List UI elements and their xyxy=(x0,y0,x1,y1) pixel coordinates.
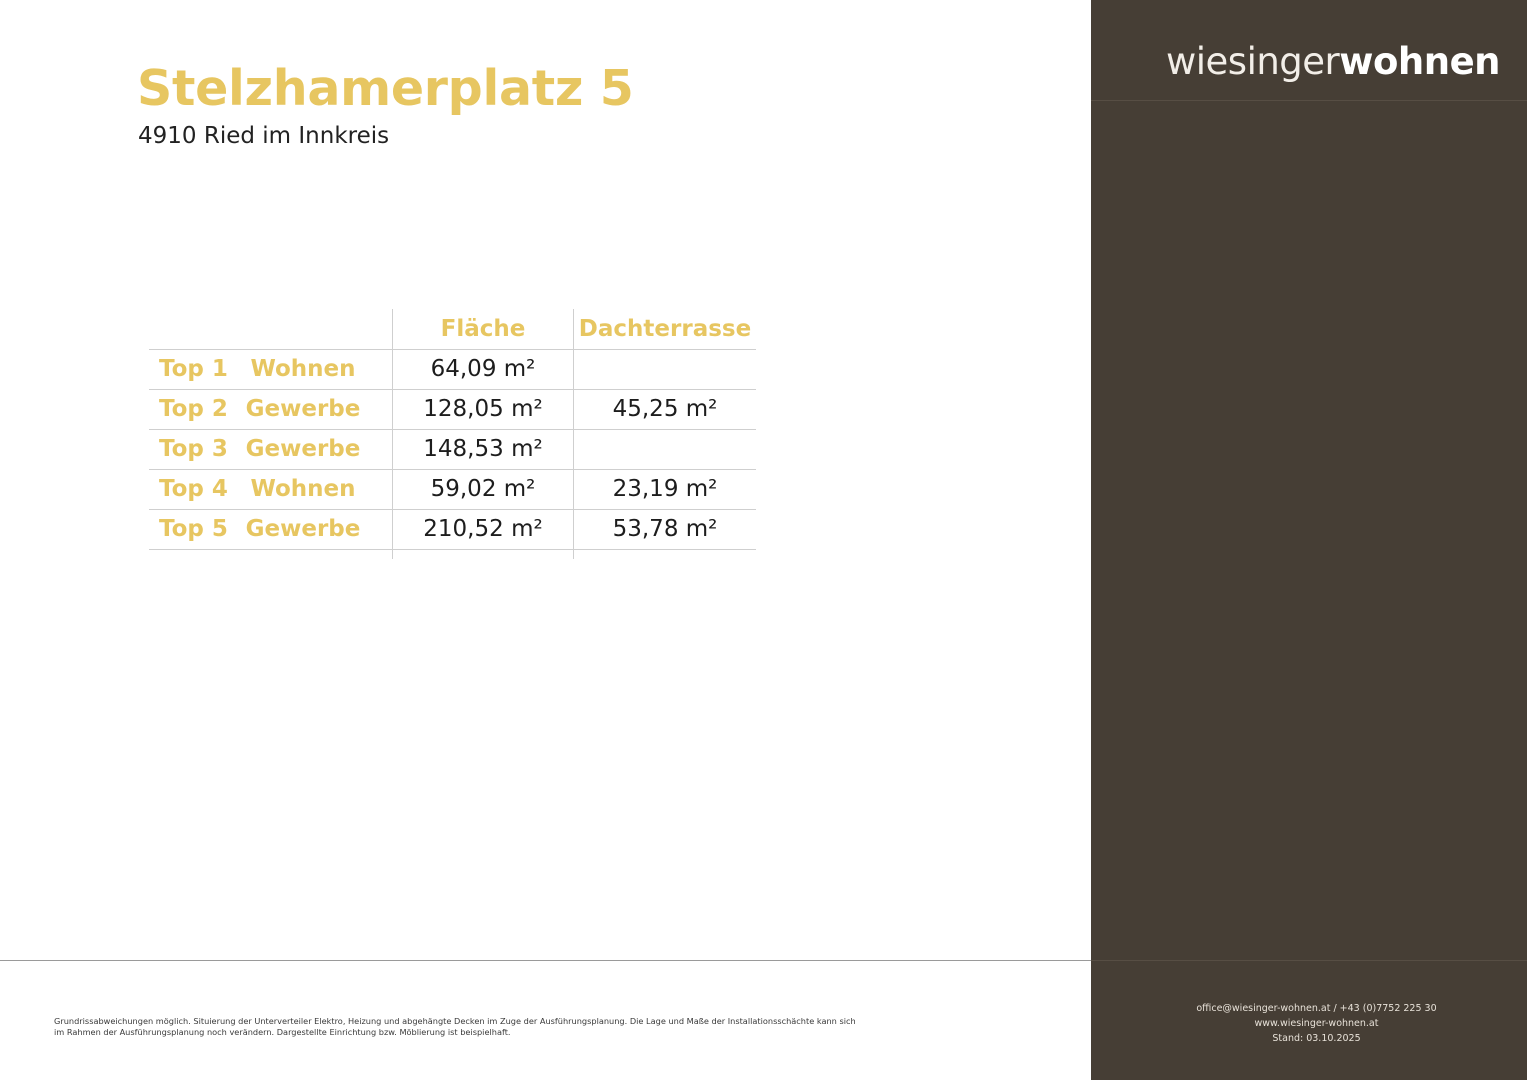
unit-usage: Gewerbe xyxy=(245,516,361,542)
unit-terrace: 53,78 m² xyxy=(612,516,718,542)
unit-usage: Wohnen xyxy=(250,476,356,502)
address-subtitle: 4910 Ried im Innkreis xyxy=(138,123,390,149)
logo-bold-part: wohnen xyxy=(1339,40,1500,83)
contact-email-phone: office@wiesinger-wohnen.at / +43 (0)7752 225 30 xyxy=(1196,1003,1437,1014)
sidebar-divider-bottom xyxy=(1091,960,1527,961)
unit-area: 59,02 m² xyxy=(430,476,536,502)
unit-terrace xyxy=(574,429,756,469)
area-table xyxy=(149,309,756,559)
document-date: Stand: 03.10.2025 xyxy=(1272,1033,1361,1044)
wiesinger-wohnen-logo xyxy=(1166,40,1500,83)
disclaimer-line: im Rahmen der Ausführungsplanung noch verändern. Dargestellte Einrichtung bzw. Möblierung ist beispielhaft. xyxy=(54,1027,511,1037)
unit-number: Top 3 xyxy=(159,436,228,462)
unit-area: 64,09 m² xyxy=(430,356,536,382)
unit-terrace: 23,19 m² xyxy=(612,476,718,502)
unit-number: Top 4 xyxy=(159,476,228,502)
unit-usage: Gewerbe xyxy=(245,396,361,422)
contact-website: www.wiesinger-wohnen.at xyxy=(1254,1018,1379,1029)
unit-area: 148,53 m² xyxy=(423,436,543,462)
unit-area: 210,52 m² xyxy=(423,516,543,542)
unit-area: 128,05 m² xyxy=(423,396,543,422)
unit-number: Top 5 xyxy=(159,516,228,542)
contact-block xyxy=(1091,1001,1527,1046)
column-header-terrace: Dachterrasse xyxy=(578,316,752,342)
unit-terrace: 45,25 m² xyxy=(612,396,718,422)
footer-divider xyxy=(0,960,1091,961)
brand-sidebar xyxy=(1091,0,1527,1080)
unit-terrace xyxy=(574,349,756,389)
disclaimer-line: Grundrissabweichungen möglich. Situierung der Unterverteiler Elektro, Heizung und abgehängte Decken im Zuge der Ausführungsplanung. Die Lage und Maße der Installationsschächte kann sich xyxy=(54,1016,856,1026)
column-header-area: Fläche xyxy=(440,316,526,342)
unit-number: Top 2 xyxy=(159,396,228,422)
sidebar-divider-top xyxy=(1091,100,1527,101)
disclaimer-text xyxy=(54,1016,934,1038)
unit-usage: Gewerbe xyxy=(245,436,361,462)
page-title: Stelzhamerplatz 5 xyxy=(137,60,634,117)
unit-usage: Wohnen xyxy=(250,356,356,382)
unit-number: Top 1 xyxy=(159,356,228,382)
table-divider-horizontal xyxy=(149,549,756,550)
logo-light-part: wiesinger xyxy=(1166,40,1340,83)
